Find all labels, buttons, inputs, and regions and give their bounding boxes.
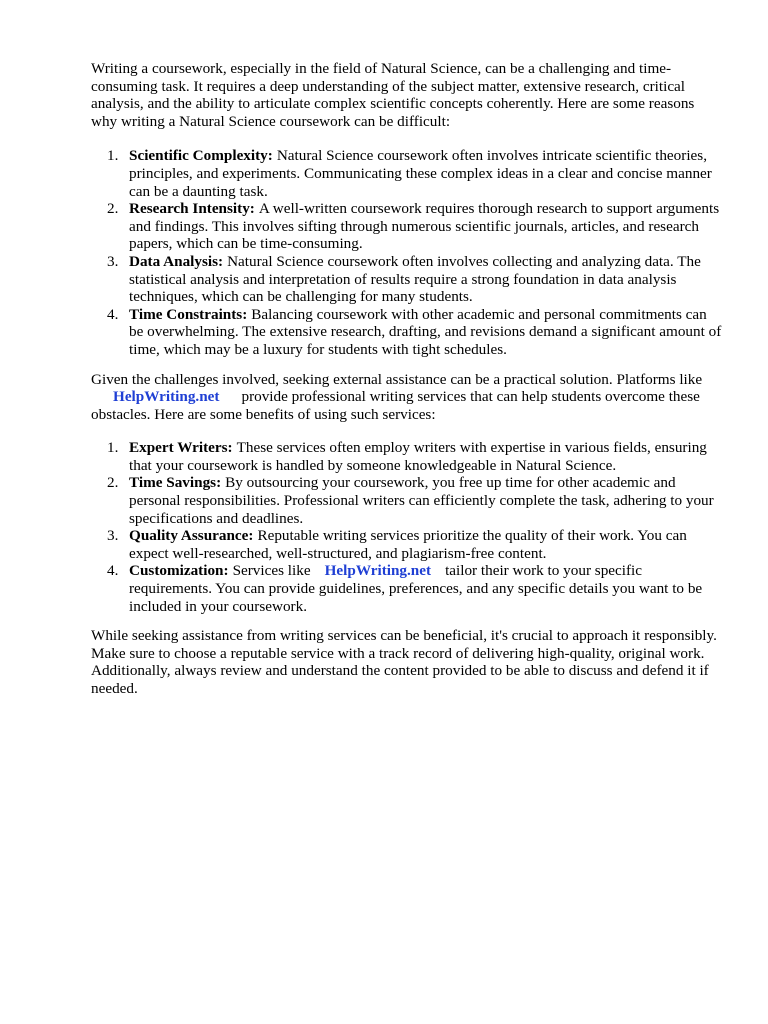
- list-term: Customization:: [129, 562, 229, 580]
- list-text: These services often employ writers with expertise in various fields, ensuring that your coursework is handled by someone knowledgeable in Natural Science.: [129, 439, 707, 474]
- benefits-list: [91, 439, 723, 615]
- list-term: Time Constraints:: [129, 305, 248, 323]
- list-text: Balancing coursework with other academic and personal commitments can be overwhelming. The extensive research, drafting, and revisions demand a significant amount of time, which may be a luxury for students with tight schedules.: [129, 305, 722, 358]
- list-item: [107, 527, 723, 562]
- list-number: 1.: [107, 439, 119, 457]
- list-term: Time Savings:: [129, 474, 222, 492]
- list-text-after: tailor their work to your specific requirements. You can provide guidelines, preferences, and any specific details you want to be included in your coursework.: [129, 562, 703, 615]
- reasons-list: [91, 147, 723, 358]
- list-item: [107, 200, 723, 253]
- list-text: By outsourcing your coursework, you free up time for other academic and personal responsibilities. Professional writers can efficiently complete the task, adhering to your specifications and deadlines.: [129, 474, 714, 527]
- list-text: Natural Science coursework often involves intricate scientific theories, principles, and experiments. Communicating these complex ideas in a clear and concise manner can be a daunting task.: [129, 147, 712, 200]
- list-item: [107, 305, 723, 359]
- services-text-before: Given the challenges involved, seeking external assistance can be a practical solution. Platforms like: [91, 370, 703, 388]
- services-paragraph: [91, 371, 723, 424]
- list-number: 3.: [107, 252, 119, 270]
- closing-paragraph: While seeking assistance from writing services can be beneficial, it's crucial to approach it responsibly. Make sure to choose a reputable service with a track record of delivering high-quality, original work. Additionally, always review and understand the content provided to be able to discuss and defend it if needed.: [91, 627, 717, 697]
- document-page: [91, 60, 723, 698]
- helpwriting-link[interactable]: HelpWriting.net: [324, 562, 432, 580]
- list-text: Natural Science coursework often involves collecting and analyzing data. The statistical analysis and interpretation of results require a strong foundation in data analysis techniques, which can be challenging for many students.: [129, 252, 701, 306]
- list-text-before: Services like: [232, 562, 311, 580]
- list-term: Expert Writers:: [129, 439, 233, 457]
- list-term: Research Intensity:: [129, 200, 255, 218]
- list-number: 4.: [107, 305, 119, 323]
- list-text: Reputable writing services prioritize the quality of their work. You can expect well-researched, well-structured, and plagiarism-free content.: [129, 527, 687, 562]
- list-number: 4.: [107, 562, 119, 580]
- list-term: Scientific Complexity:: [129, 147, 273, 165]
- list-number: 1.: [107, 147, 119, 165]
- list-item: [107, 252, 723, 306]
- list-number: 3.: [107, 527, 119, 545]
- list-item: [107, 147, 723, 200]
- list-term: Quality Assurance:: [129, 527, 254, 545]
- list-item: [107, 474, 723, 527]
- list-item: [107, 562, 723, 615]
- services-text-after: provide professional writing services that can help students overcome these obstacles. Here are some benefits of using such services:: [91, 388, 700, 423]
- intro-paragraph: Writing a coursework, especially in the field of Natural Science, can be a challenging and time-consuming task. It requires a deep understanding of the subject matter, extensive research, critical analysis, and the ability to articulate complex scientific concepts coherently. Here are some reasons why writing a Natural Science coursework can be difficult:: [91, 60, 695, 130]
- list-number: 2.: [107, 474, 119, 492]
- helpwriting-link[interactable]: HelpWriting.net: [113, 388, 220, 406]
- list-item: [107, 439, 723, 474]
- list-text: A well-written coursework requires thorough research to support arguments and findings. This involves sifting through numerous scientific journals, articles, and research papers, which can be time-consuming.: [129, 200, 720, 253]
- list-number: 2.: [107, 200, 119, 218]
- list-term: Data Analysis:: [129, 252, 224, 270]
